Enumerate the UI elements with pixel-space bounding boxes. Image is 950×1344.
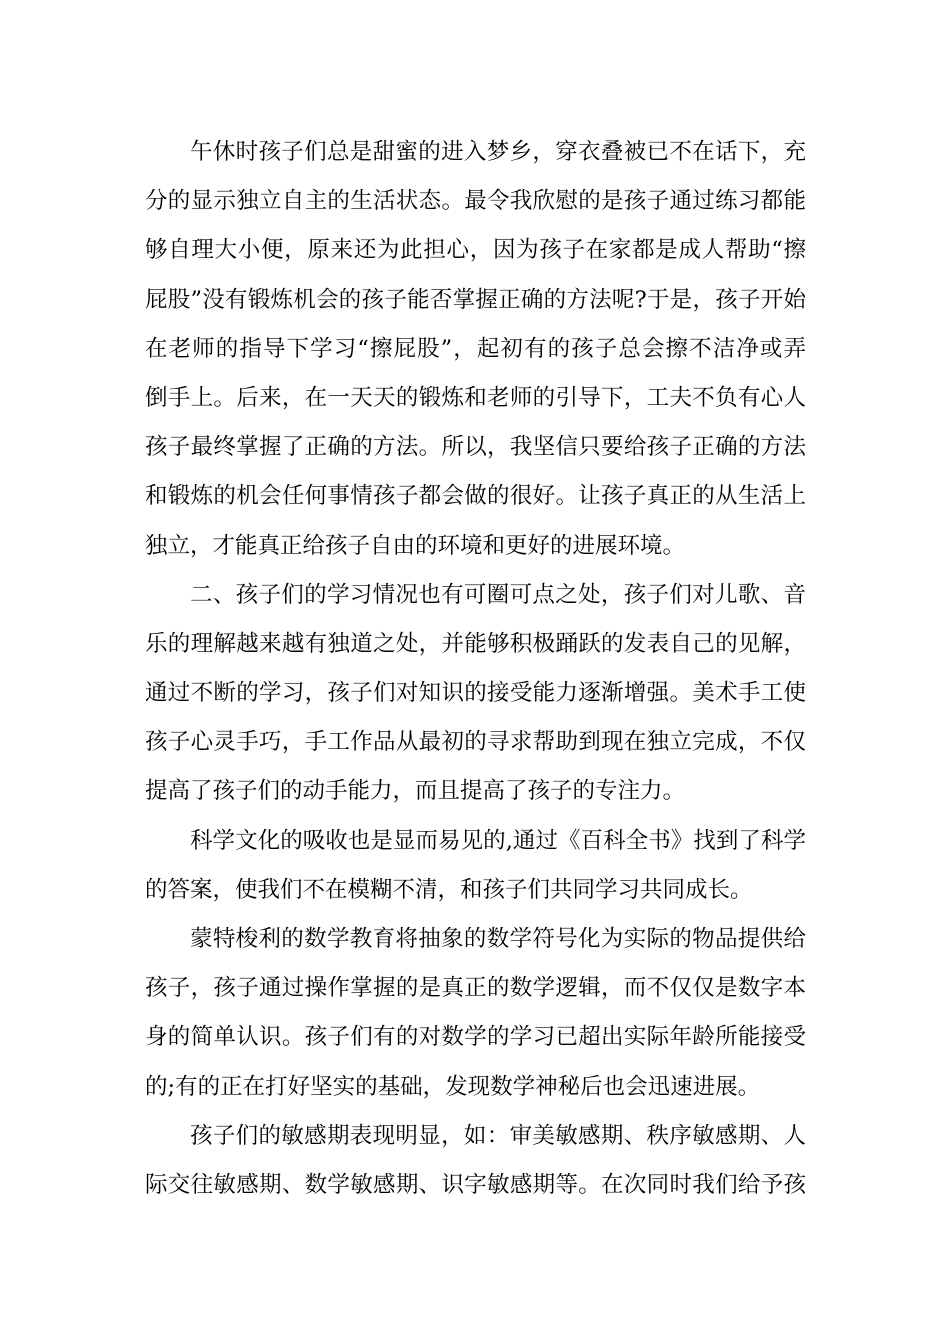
text-line: 孩子心灵手巧，手工作品从最初的寻求帮助到现在独立完成，不仅 [145,729,806,756]
document-body [145,128,806,1210]
text-line: 独立，才能真正给孩子自由的环境和更好的进展环境。 [145,532,686,559]
paragraph [145,817,806,915]
text-line: 够自理大小便，原来还为此担心，因为孩子在家都是成人帮助“擦 [145,237,806,264]
text-line: 在老师的指导下学习“擦屁股”，起初有的孩子总会擦不洁净或弄 [145,335,806,362]
paragraph [145,915,806,1112]
text-line: 蒙特梭利的数学教育将抽象的数学符号化为实际的物品提供给 [190,926,806,952]
text-line: 乐的理解越来越有独道之处，并能够积极踊跃的发表自己的见解， [145,630,806,657]
text-line: 和锻炼的机会任何事情孩子都会做的很好。让孩子真正的从生活上 [145,483,806,510]
text-line: 孩子最终掌握了正确的方法。所以，我坚信只要给孩子正确的方法 [145,434,806,461]
paragraph [145,1112,806,1210]
paragraph [145,571,806,817]
text-line: 孩子，孩子通过操作掌握的是真正的数学逻辑，而不仅仅是数字本 [145,975,806,1002]
text-line: 身的简单认识。孩子们有的对数学的学习已超出实际年龄所能接受 [145,1024,806,1051]
text-line: 科学文化的吸收也是显而易见的,通过《百科全书》找到了科学 [190,827,806,854]
text-line: 际交往敏感期、数学敏感期、识字敏感期等。在次同时我们给予孩 [145,1171,806,1198]
text-line: 二、孩子们的学习情况也有可圈可点之处，孩子们对儿歌、音 [190,581,806,608]
text-line: 通过不断的学习，孩子们对知识的接受能力逐渐增强。美术手工使 [145,680,806,707]
text-line: 的答案，使我们不在模糊不清，和孩子们共同学习共同成长。 [145,876,753,903]
text-line: 午休时孩子们总是甜蜜的进入梦乡，穿衣叠被已不在话下，充 [190,139,806,165]
text-line: 的;有的正在打好坚实的基础，发现数学神秘后也会迅速进展。 [145,1073,761,1100]
text-line: 屁股”没有锻炼机会的孩子能否掌握正确的方法呢?于是，孩子开始 [145,286,806,313]
text-line: 倒手上。后来，在一天天的锻炼和老师的引导下，工夫不负有心人 [145,384,806,411]
paragraph [145,128,806,571]
text-line: 孩子们的敏感期表现明显，如：审美敏感期、秩序敏感期、人 [190,1122,806,1149]
text-line: 提高了孩子们的动手能力，而且提高了孩子的专注力。 [145,778,686,805]
text-line: 分的显示独立自主的生活状态。最令我欣慰的是孩子通过练习都能 [145,188,806,215]
